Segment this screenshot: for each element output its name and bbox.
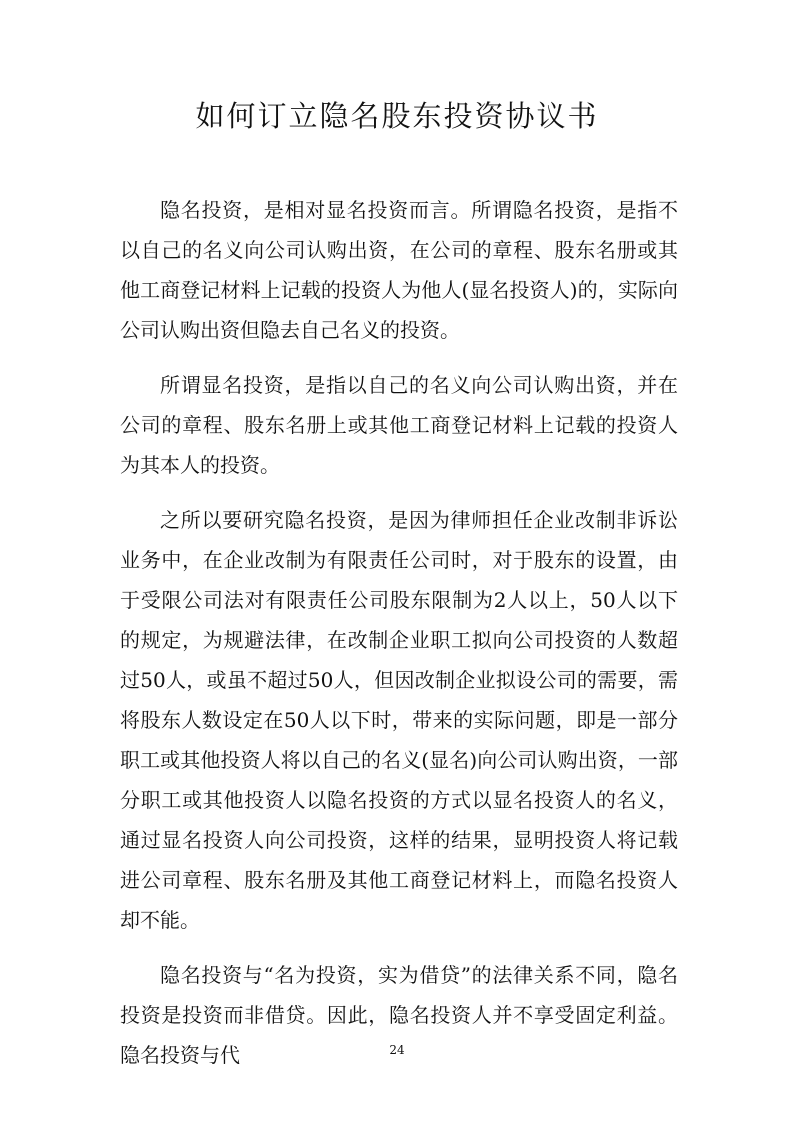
paragraph-4: 隐名投资与“名为投资，实为借贷”的法律关系不同，隐名投资是投资而非借贷。因此，隐名投资人并不享受固定利益。隐名投资与代: [120, 963, 678, 1067]
paragraph-1: 隐名投资，是相对显名投资而言。所谓隐名投资，是指不以自己的名义向公司认购出资，在公司的章程、股东名册或其他工商登记材料上记载的投资人为他人(显名投资人)的，实际向公司认购出资但隐去自己名义的投资。: [120, 198, 678, 342]
page-number: 24: [389, 1043, 405, 1057]
paragraph-2: 所谓显名投资，是指以自己的名义向公司认购出资，并在公司的章程、股东名册上或其他工商登记材料上记载的投资人为其本人的投资。: [120, 373, 678, 477]
document-title: 如何订立隐名股东投资协议书: [195, 99, 599, 133]
document-body: [120, 190, 678, 1075]
paragraph-3: 之所以要研究隐名投资，是因为律师担任企业改制非诉讼业务中，在企业改制为有限责任公司时，对于股东的设置，由于受限公司法对有限责任公司股东限制为2人以上，50人以下的规定，为规避法律，在改制企业职工拟向公司投资的人数超过50人，或虽不超过50人，但因改制企业拟设公司的需要，需将股东人数设定在50人以下时，带来的实际问题，即是一部分职工或其他投资人将以自己的名义(显名)向公司认购出资，一部分职工或其他投资人以隐名投资的方式以显名投资人的名义，通过显名投资人向公司投资，这样的结果，显明投资人将记载进公司章程、股东名册及其他工商登记材料上，而隐名投资人却不能。: [120, 508, 678, 932]
